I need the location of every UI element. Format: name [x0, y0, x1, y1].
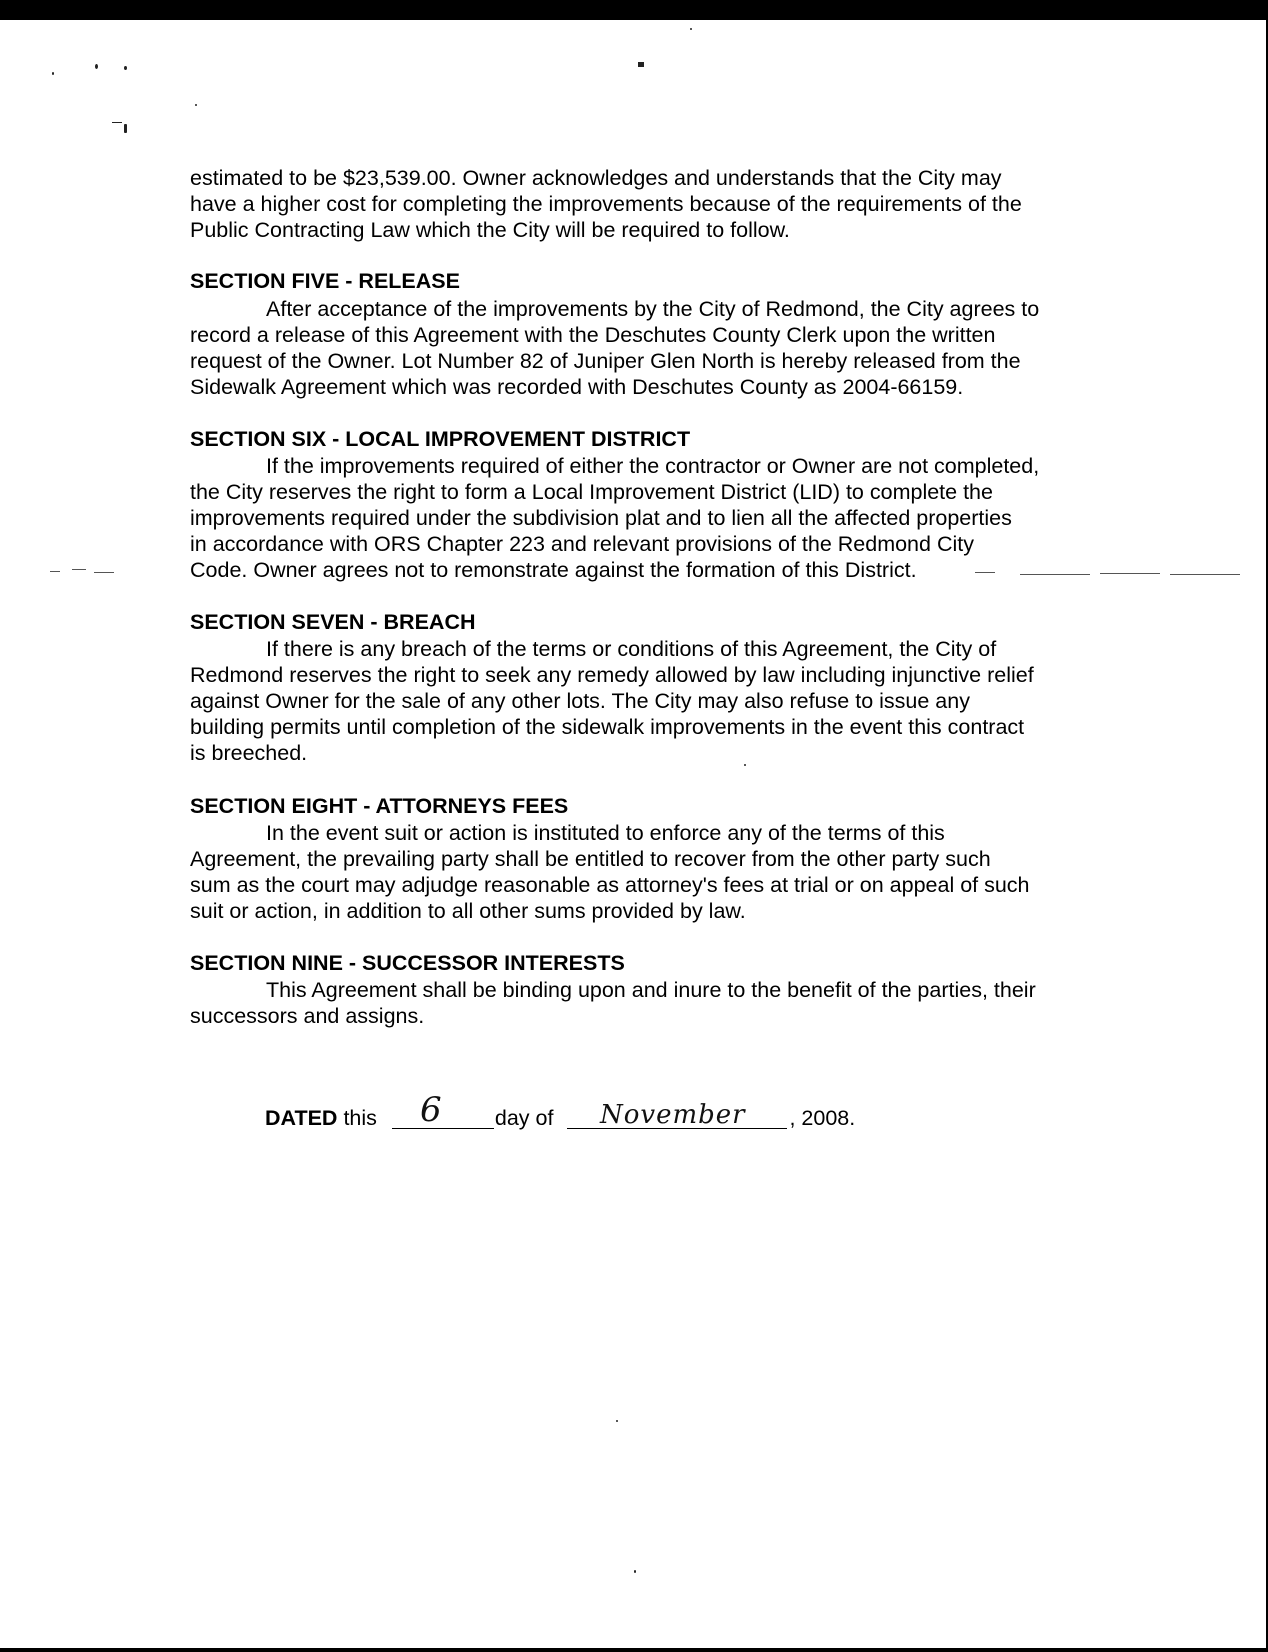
- intro-paragraph: [190, 165, 1090, 243]
- text-line: successors and assigns.: [190, 1004, 425, 1028]
- text-line: against Owner for the sale of any other lots. The City may also refuse to issue any: [190, 689, 970, 713]
- text-line: Code. Owner agrees not to remonstrate against the formation of this District.: [190, 558, 917, 582]
- text-line: Sidewalk Agreement which was recorded with Deschutes County as 2004-66159.: [190, 375, 964, 399]
- handwritten-month: November: [600, 1100, 746, 1130]
- text-line: building permits until completion of the sidewalk improvements in the event this contract: [190, 715, 1025, 739]
- text-line: improvements required under the subdivision plat and to lien all the affected properties: [190, 506, 1012, 530]
- scan-speck: [95, 64, 98, 69]
- dated-this-word: this: [343, 1106, 377, 1130]
- scan-noise-line: [1170, 574, 1240, 575]
- text-line: This Agreement shall be binding upon and inure to the benefit of the parties, their: [266, 978, 1036, 1002]
- scan-border-bottom: [0, 1648, 1268, 1652]
- text-line: the City reserves the right to form a Local Improvement District (LID) to complete the: [190, 480, 993, 504]
- section-six-body: [190, 453, 1090, 583]
- scan-speck: [638, 62, 644, 67]
- day-blank-line: [392, 1128, 494, 1129]
- section-five-heading: SECTION FIVE - RELEASE: [190, 269, 460, 293]
- text-line: If there is any breach of the terms or conditions of this Agreement, the City of: [266, 637, 997, 661]
- text-line: If the improvements required of either the contractor or Owner are not completed,: [266, 454, 1040, 478]
- section-seven-body: [190, 636, 1090, 766]
- text-line: sum as the court may adjudge reasonable as attorney's fees at trial or on appeal of such: [190, 873, 1030, 897]
- section-seven-heading: SECTION SEVEN - BREACH: [190, 610, 476, 634]
- dated-year: , 2008.: [789, 1106, 856, 1130]
- text-line: Public Contracting Law which the City will be required to follow.: [190, 218, 790, 242]
- section-nine-body: [190, 977, 1090, 1029]
- text-line: In the event suit or action is instituted to enforce any of the terms of this: [266, 821, 945, 845]
- dated-day-of-word: day of: [494, 1106, 554, 1130]
- section-eight-body: [190, 820, 1090, 924]
- text-line: Redmond reserves the right to seek any remedy allowed by law including injunctive relief: [190, 663, 1034, 687]
- scan-noise-line: [94, 572, 114, 573]
- text-line: suit or action, in addition to all other sums provided by law.: [190, 899, 746, 923]
- text-line: request of the Owner. Lot Number 82 of Juniper Glen North is hereby released from the: [190, 349, 1021, 373]
- dated-label: DATED: [265, 1106, 338, 1130]
- scan-speck: [690, 28, 692, 30]
- text-line: estimated to be $23,539.00. Owner acknowledges and understands that the City may: [190, 166, 1002, 190]
- section-six-heading: SECTION SIX - LOCAL IMPROVEMENT DISTRICT: [190, 427, 691, 451]
- text-line: have a higher cost for completing the improvements because of the requirements of the: [190, 192, 1022, 216]
- scan-border-top: [0, 0, 1268, 20]
- text-line: Agreement, the prevailing party shall be entitled to recover from the other party such: [190, 847, 991, 871]
- scan-speck: [112, 122, 122, 123]
- scan-speck: [195, 104, 197, 106]
- text-line: in accordance with ORS Chapter 223 and relevant provisions of the Redmond City: [190, 532, 974, 556]
- section-nine-heading: SECTION NINE - SUCCESSOR INTERESTS: [190, 951, 625, 975]
- scan-speck: [124, 66, 127, 70]
- section-five-body: [190, 296, 1090, 400]
- text-line: After acceptance of the improvements by the City of Redmond, the City agrees to: [266, 297, 1040, 321]
- scan-noise-line: [1100, 573, 1160, 574]
- scan-speck: [124, 124, 127, 133]
- scan-noise-line: [50, 571, 60, 572]
- handwritten-day: 6: [420, 1090, 442, 1130]
- text-line: is breeched.: [190, 741, 308, 765]
- text-line: record a release of this Agreement with the Deschutes County Clerk upon the written: [190, 323, 996, 347]
- scan-speck: [616, 1420, 618, 1422]
- scan-noise-line: [72, 569, 86, 570]
- section-eight-heading: SECTION EIGHT - ATTORNEYS FEES: [190, 794, 569, 818]
- scan-speck: [634, 1570, 636, 1573]
- scan-speck: [52, 72, 54, 75]
